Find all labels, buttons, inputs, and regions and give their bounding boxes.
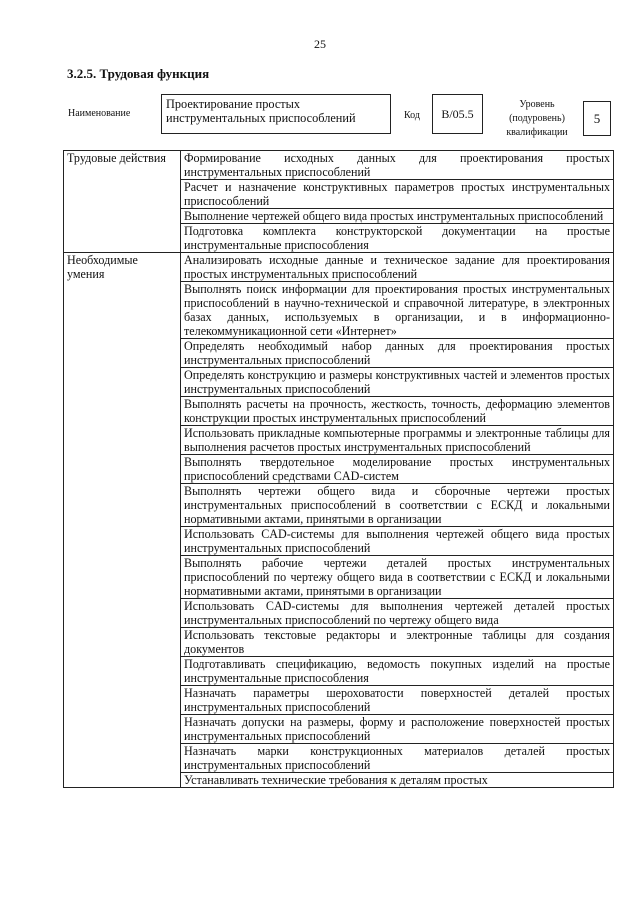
function-name: Проектирование простых инструментальных приспособлений bbox=[166, 97, 356, 125]
code-value: B/05.5 bbox=[441, 106, 474, 121]
table-cell-item: Формирование исходных данных для проектирования простых инструментальных приспособлений bbox=[181, 151, 614, 180]
table-cell-item: Выполнять рабочие чертежи деталей простых инструментальных приспособлений по чертежу общего вида в соответствии с ЕСКД и локальными нормативными актами, принятыми в организации bbox=[181, 556, 614, 599]
row-group-label: Необходимые умения bbox=[64, 253, 181, 788]
table-cell-item: Использовать прикладные компьютерные программы и электронные таблицы для выполнения расчетов простых инструментальных приспособлений bbox=[181, 426, 614, 455]
table-cell-item: Подготавливать спецификацию, ведомость покупных изделий на простые инструментальные приспособления bbox=[181, 657, 614, 686]
qualification-level-label: Уровень (подуровень) квалификации bbox=[506, 99, 568, 138]
table-cell-item: Назначать параметры шероховатости поверхностей деталей простых инструментальных приспособлений bbox=[181, 686, 614, 715]
table-cell-item: Определять конструкцию и размеры конструктивных частей и элементов простых инструментальных приспособлений bbox=[181, 368, 614, 397]
table-cell-item: Выполнять чертежи общего вида и сборочные чертежи простых инструментальных приспособлений в соответствии с ЕСКД и локальными нормативными актами, принятыми в организации bbox=[181, 484, 614, 527]
section-title: 3.2.5. Трудовая функция bbox=[67, 66, 210, 81]
table-cell-item: Выполнение чертежей общего вида простых инструментальных приспособлений bbox=[181, 209, 614, 224]
table-cell-item: Использовать текстовые редакторы и электронные таблицы для создания документов bbox=[181, 628, 614, 657]
table-cell-item: Выполнять твердотельное моделирование простых инструментальных приспособлений средствами CAD-систем bbox=[181, 455, 614, 484]
table-cell-item: Расчет и назначение конструктивных параметров простых инструментальных приспособлений bbox=[181, 180, 614, 209]
qualification-level-box bbox=[583, 101, 611, 136]
table-cell-item: Анализировать исходные данные и техническое задание для проектирования простых инструментальных приспособлений bbox=[181, 253, 614, 282]
table-cell-item: Выполнять поиск информации для проектирования простых инструментальных приспособлений в научно-технической и справочной литературе, в электронных базах данных, используемых в организации, и в информационно-телекоммуникационной сети «Интернет» bbox=[181, 282, 614, 339]
table-row bbox=[64, 151, 614, 180]
row-group-label: Трудовые действия bbox=[64, 151, 181, 253]
table-cell-item: Определять необходимый набор данных для проектирования простых инструментальных приспособлений bbox=[181, 339, 614, 368]
table-cell-item: Подготовка комплекта конструкторской документации на простые инструментальные приспособления bbox=[181, 224, 614, 253]
name-label: Наименование bbox=[68, 108, 131, 119]
table-cell-item: Назначать марки конструкционных материалов деталей простых инструментальных приспособлений bbox=[181, 744, 614, 773]
function-table-body bbox=[64, 151, 614, 788]
page-number: 25 bbox=[314, 37, 326, 51]
code-box bbox=[432, 94, 483, 134]
table-cell-item: Использовать CAD-системы для выполнения чертежей деталей простых инструментальных приспособлений по чертежу общего вида bbox=[181, 599, 614, 628]
table-cell-item: Выполнять расчеты на прочность, жесткость, точность, деформацию элементов конструкции простых инструментальных приспособлений bbox=[181, 397, 614, 426]
qualification-level-value: 5 bbox=[593, 110, 601, 126]
table-cell-item: Устанавливать технические требования к деталям простых bbox=[181, 773, 614, 788]
code-label: Код bbox=[404, 110, 420, 121]
table-cell-item: Назначать допуски на размеры, форму и расположение поверхностей простых инструментальных приспособлений bbox=[181, 715, 614, 744]
function-table bbox=[63, 150, 614, 788]
function-name-box bbox=[161, 94, 391, 134]
table-cell-item: Использовать CAD-системы для выполнения чертежей общего вида простых инструментальных приспособлений bbox=[181, 527, 614, 556]
table-row bbox=[64, 253, 614, 282]
